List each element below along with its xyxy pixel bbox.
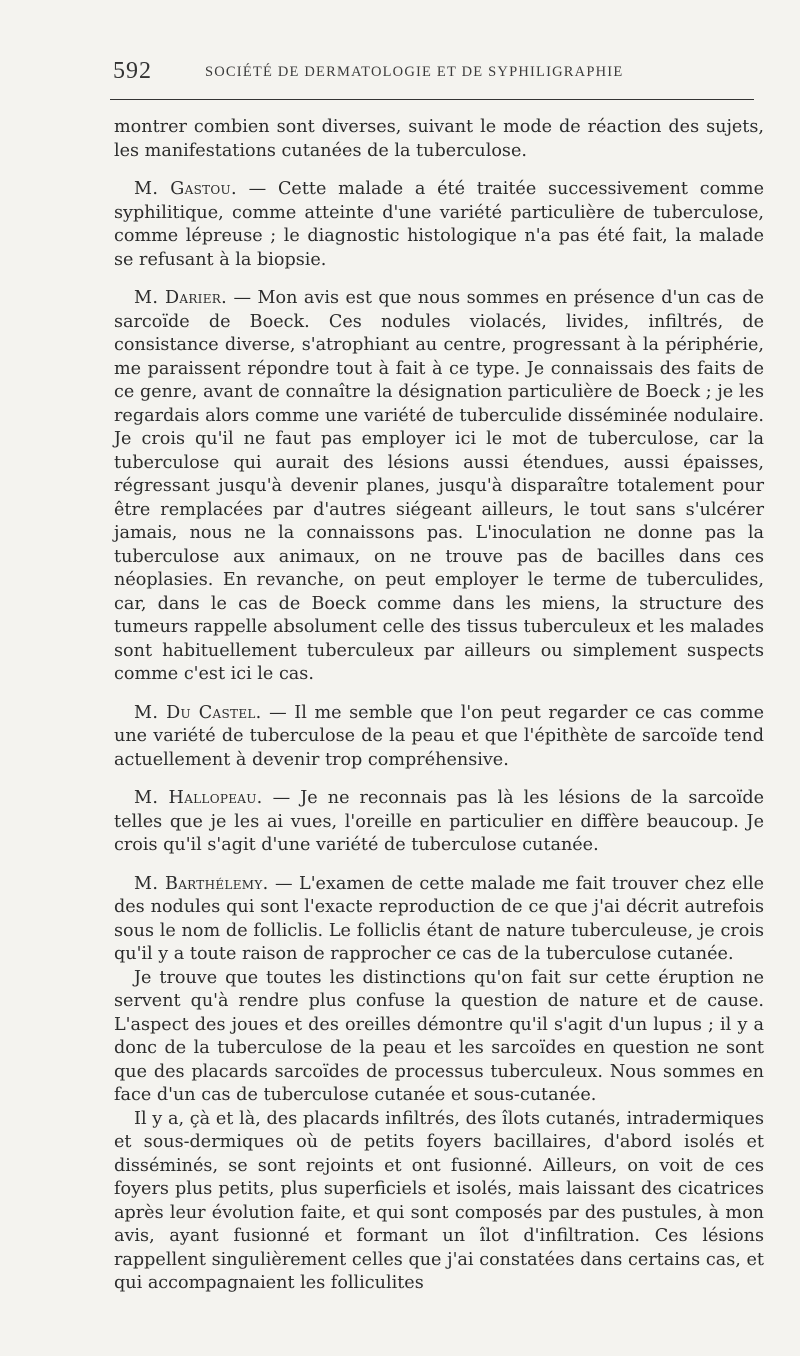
paragraph-text: Je trouve que toutes les distinctions qu'on fait sur cette éruption ne servent qu'à rendre plus confuse la question de nature et de cause. L'aspect des joues et des oreilles démontre qu'il s'agit d'un lupus ; il y a donc de la tuberculose de la peau et les sarcoïdes en question ne sont que des placards sarcoïdes de processus tuberculeux. Nous sommes en face d'un cas de tuberculose cutanée et sous-cutanée. <box>114 967 764 1105</box>
paragraph-text: — Cette malade a été traitée successivement comme syphilitique, comme atteinte d'une variété particulière de tuberculose, comme lépreuse ; le diagnostic histologique n'a pas été fait, la malade se refusant à la biopsie. <box>114 179 764 270</box>
paragraph-text: — Mon avis est que nous sommes en présence d'un cas de sarcoïde de Boeck. Ces nodules violacés, livides, infiltrés, de consistance diverse, s'atrophiant au centre, progressant à la périphérie, me paraissent répondre tout à fait à ce type. Je connaissais des faits de ce genre, avant de connaître la désignation particulière de Boeck ; je les regardais alors comme une variété de tuberculide disséminée nodulaire. Je crois qu'il ne faut pas employer ici le mot de tuberculose, car la tuberculose qui aurait des lésions aussi étendues, aussi épaisses, régressant jusqu'à devenir planes, jusqu'à disparaître totalement pour être remplacées par d'autres siégeant ailleurs, le tout sans s'ulcérer jamais, nous ne la connaissons pas. L'inoculation ne donne pas la tuberculose aux animaux, on ne trouve pas de bacilles dans ces néoplasies. En revanche, on peut employer le terme de tuberculides, car, dans le cas de Boeck comme dans les miens, la structure des tumeurs rappelle absolument celle des tissus tuberculeux et les malades sont habituellement tuberculeux par ailleurs ou simplement suspects comme c'est ici le cas. <box>114 288 764 684</box>
paragraph-text: montrer combien sont diverses, suivant le mode de réaction des sujets, les manifestations cutanées de la tuberculose. <box>114 117 764 161</box>
paragraph-intro <box>114 116 764 163</box>
paragraph-text: — L'examen de cette malade me fait trouver chez elle des nodules qui sont l'exacte reproduction de ce que j'ai décrit autrefois sous le nom de folliclis. Le folliclis étant de nature tuberculeuse, je crois qu'il y a toute raison de rapprocher ce cas de la tuberculose cutanée. <box>114 873 764 964</box>
paragraph-text: Il y a, çà et là, des placards infiltrés, des îlots cutanés, intradermiques et sous-dermiques où de petits foyers bacillaires, d'abord isolés et disséminés, se sont rejoints et ont fusionné. Ailleurs, on voit de ces foyers plus petits, plus superficiels et isolés, mais laissant des cicatrices après leur évolution faite, et qui sont composés par des pustules, à mon avis, ayant fusionné et formant un îlot d'infiltration. Ces lésions rappellent singulièrement celles que j'ai constatées dans certains cas, et qui accompagnaient les folliculites <box>114 1108 764 1293</box>
running-title: SOCIÉTÉ DE DERMATOLOGIE ET DE SYPHILIGRAPHIE <box>205 64 624 80</box>
speaker-name: M. Barthélemy. <box>134 873 269 894</box>
paragraph-text: — Il me semble que l'on peut regarder ce cas comme une variété de tuberculose de la peau et que l'épithète de sarcoïde tend actuellement à devenir trop compréhensive. <box>114 702 764 770</box>
paragraph-hallopeau <box>114 787 764 858</box>
speaker-name: M. Gastou. <box>134 179 237 199</box>
header-rule <box>110 99 754 100</box>
paragraph-barthelemy-continued <box>114 967 764 1108</box>
speaker-name: M. Darier. <box>134 288 227 308</box>
speaker-name: M. Hallopeau. <box>134 788 263 808</box>
paragraph-gastou <box>114 178 764 272</box>
paragraph-barthelemy <box>114 873 764 967</box>
paragraph-text: — Je ne reconnais pas là les lésions de la sarcoïde telles que je les ai vues, l'oreille en particulier en diffère beaucoup. Je crois qu'il s'agit d'une variété de tuberculose cutanée. <box>114 788 764 855</box>
page-header <box>113 58 753 92</box>
paragraph-darier <box>114 287 764 687</box>
page-number: 592 <box>113 58 152 84</box>
paragraph-du-castel <box>114 702 764 773</box>
article-body <box>114 116 764 1296</box>
paragraph-barthelemy-continued-2 <box>114 1108 764 1296</box>
speaker-name: M. Du Castel. <box>134 702 262 723</box>
